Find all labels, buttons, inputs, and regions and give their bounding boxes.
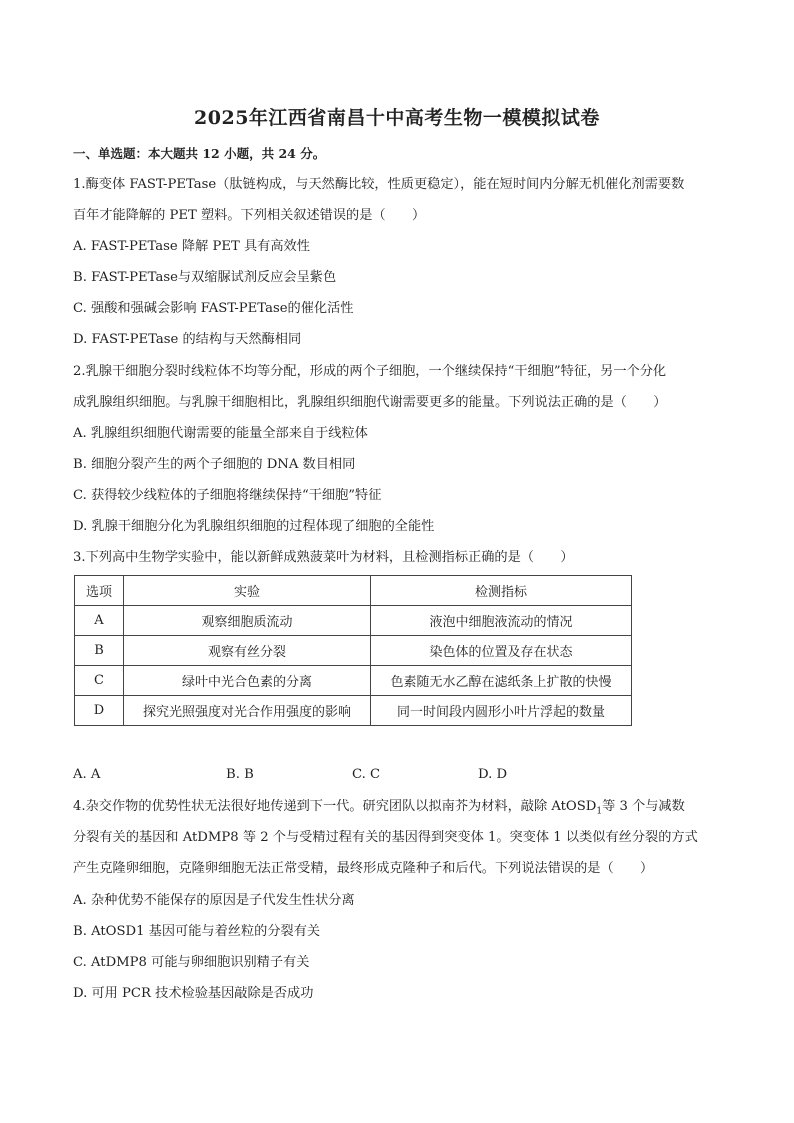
row-experiment: 探究光照强度对光合作用强度的影响 (124, 696, 371, 726)
q4-option-c: C. AtDMP8 可能与卵细胞识别精子有关 (73, 955, 310, 970)
q4-stem-line1-part1: 4.杂交作物的优势性状无法很好地传递到下一代。研究团队以拟南芥为材料，敲除 AtOSD (73, 799, 597, 814)
row-experiment: 绿叶中光合色素的分离 (124, 666, 371, 696)
row-option: C (75, 666, 124, 696)
q3-option-b: B. B (226, 767, 254, 782)
q4-stem-line3: 产生克隆卵细胞，克隆卵细胞无法正常受精，最终形成克隆种子和后代。下列说法错误的是（ ） (73, 861, 654, 876)
q1-option-a: A. FAST-PETase 降解 PET 具有高效性 (73, 239, 310, 254)
q1-option-c: C. 强酸和强碱会影响 FAST-PETase的催化活性 (73, 301, 354, 316)
table-row (75, 666, 632, 696)
table-row (75, 636, 632, 666)
row-indicator: 同一时间段内圆形小叶片浮起的数量 (371, 696, 632, 726)
q2-option-b: B. 细胞分裂产生的两个子细胞的 DNA 数目相同 (73, 457, 356, 472)
q2-stem-line1: 2.乳腺干细胞分裂时线粒体不均等分配，形成的两个子细胞，一个继续保持“干细胞”特征，另一个分化 (73, 364, 667, 379)
row-indicator: 染色体的位置及存在状态 (371, 636, 632, 666)
q2-option-d: D. 乳腺干细胞分化为乳腺组织细胞的过程体现了细胞的全能性 (73, 519, 435, 534)
header-indicator: 检测指标 (371, 576, 632, 606)
row-option: B (75, 636, 124, 666)
table-row (75, 606, 632, 636)
row-experiment: 观察有丝分裂 (124, 636, 371, 666)
q2-option-c: C. 获得较少线粒体的子细胞将继续保持“干细胞”特征 (73, 488, 382, 503)
q1-stem-line1: 1.酶变体 FAST-PETase（肽链构成，与天然酶比较，性质更稳定），能在短时间内分解无机催化剂需要数 (73, 177, 685, 192)
header-experiment: 实验 (124, 576, 371, 606)
q1-option-d: D. FAST-PETase 的结构与天然酶相同 (73, 332, 302, 347)
row-option: D (75, 696, 124, 726)
row-indicator: 色素随无水乙醇在滤纸条上扩散的快慢 (371, 666, 632, 696)
q2-stem-line2: 成乳腺组织细胞。与乳腺干细胞相比，乳腺组织细胞代谢需要更多的能量。下列说法正确的是（ ） (73, 395, 667, 410)
row-indicator: 液泡中细胞液流动的情况 (371, 606, 632, 636)
q4-stem-line1 (73, 798, 685, 821)
q4-option-d: D. 可用 PCR 技术检验基因敲除是否成功 (73, 986, 314, 1001)
q1-stem-line2: 百年才能降解的 PET 塑料。下列相关叙述错误的是（ ） (73, 208, 426, 223)
row-option: A (75, 606, 124, 636)
q4-stem-line1-part2: 等 3 个与减数 (602, 799, 685, 814)
exam-title: 2025年江西省南昌十中高考生物一模模拟试卷 (194, 107, 600, 129)
q3-table (74, 575, 632, 726)
q3-option-d: D. D (478, 767, 508, 782)
table-row (75, 696, 632, 726)
q2-option-a: A. 乳腺组织细胞代谢需要的能量全部来自于线粒体 (73, 426, 368, 441)
q3-stem: 3.下列高中生物学实验中，能以新鲜成熟菠菜叶为材料，且检测指标正确的是（ ） (73, 550, 574, 565)
q4-subscript: 1 (596, 806, 603, 817)
q3-option-a: A. A (73, 767, 101, 782)
q4-stem-line2: 分裂有关的基因和 AtDMP8 等 2 个与受精过程有关的基因得到突变体 1。突变体 1 以类似有丝分裂的方式 (73, 830, 698, 845)
section-heading: 一、单选题：本大题共 12 小题，共 24 分。 (73, 146, 326, 161)
table-header-row (75, 576, 632, 606)
q4-option-b: B. AtOSD1 基因可能与着丝粒的分裂有关 (73, 924, 321, 939)
q4-option-a: A. 杂种优势不能保存的原因是子代发生性状分离 (73, 893, 355, 908)
row-experiment: 观察细胞质流动 (124, 606, 371, 636)
header-option: 选项 (75, 576, 124, 606)
q3-option-c: C. C (352, 767, 381, 782)
q1-option-b: B. FAST-PETase与双缩脲试剂反应会呈紫色 (73, 270, 337, 285)
